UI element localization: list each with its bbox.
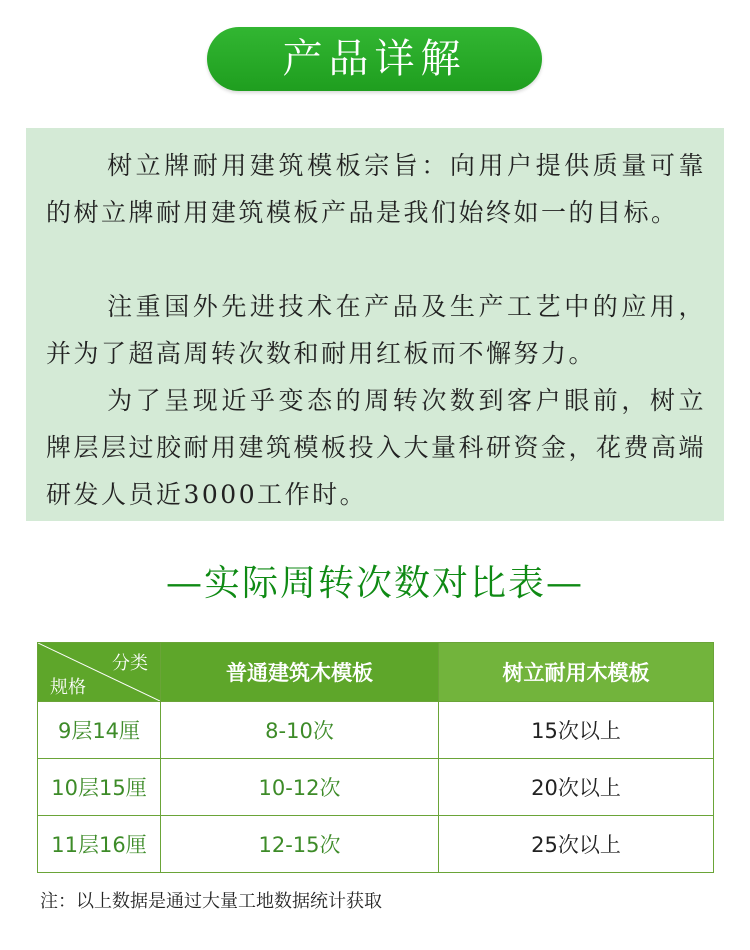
table-header-row <box>38 643 714 702</box>
comparison-table <box>37 642 714 873</box>
corner-spec-label: 规格 <box>50 677 86 698</box>
ours-cell: 20次以上 <box>439 759 714 816</box>
ours-cell: 25次以上 <box>439 816 714 873</box>
page-title: 产品详解 <box>282 36 467 82</box>
common-cell: 10-12次 <box>161 759 439 816</box>
corner-category-label: 分类 <box>112 653 148 674</box>
corner-cell <box>38 643 161 702</box>
common-cell: 12-15次 <box>161 816 439 873</box>
spec-cell: 11层16厘 <box>38 816 161 873</box>
spec-cell: 9层14厘 <box>38 702 161 759</box>
title-banner <box>207 27 542 91</box>
section-title: —实际周转次数对比表— <box>165 563 584 604</box>
common-cell: 8-10次 <box>161 702 439 759</box>
header-common: 普通建筑木模板 <box>161 643 439 702</box>
table-row <box>38 759 714 816</box>
intro-paragraph: 为了呈现近乎变态的周转次数到客户眼前，树立牌层层过胶耐用建筑模板投入大量科研资金，花费高端研发人员近3000工作时。 <box>46 386 707 509</box>
ours-cell: 15次以上 <box>439 702 714 759</box>
header-ours: 树立耐用木模板 <box>439 643 714 702</box>
intro-paragraph: 注重国外先进技术在产品及生产工艺中的应用，并为了超高周转次数和耐用红板而不懈努力。 <box>46 292 706 368</box>
footnote: 注：以上数据是通过大量工地数据统计获取 <box>40 891 382 912</box>
intro-paragraph: 树立牌耐用建筑模板宗旨：向用户提供质量可靠的树立牌耐用建筑模板产品是我们始终如一的目标。 <box>46 151 706 227</box>
spec-cell: 10层15厘 <box>38 759 161 816</box>
table-row <box>38 702 714 759</box>
table-row <box>38 816 714 873</box>
intro-box <box>26 128 724 521</box>
